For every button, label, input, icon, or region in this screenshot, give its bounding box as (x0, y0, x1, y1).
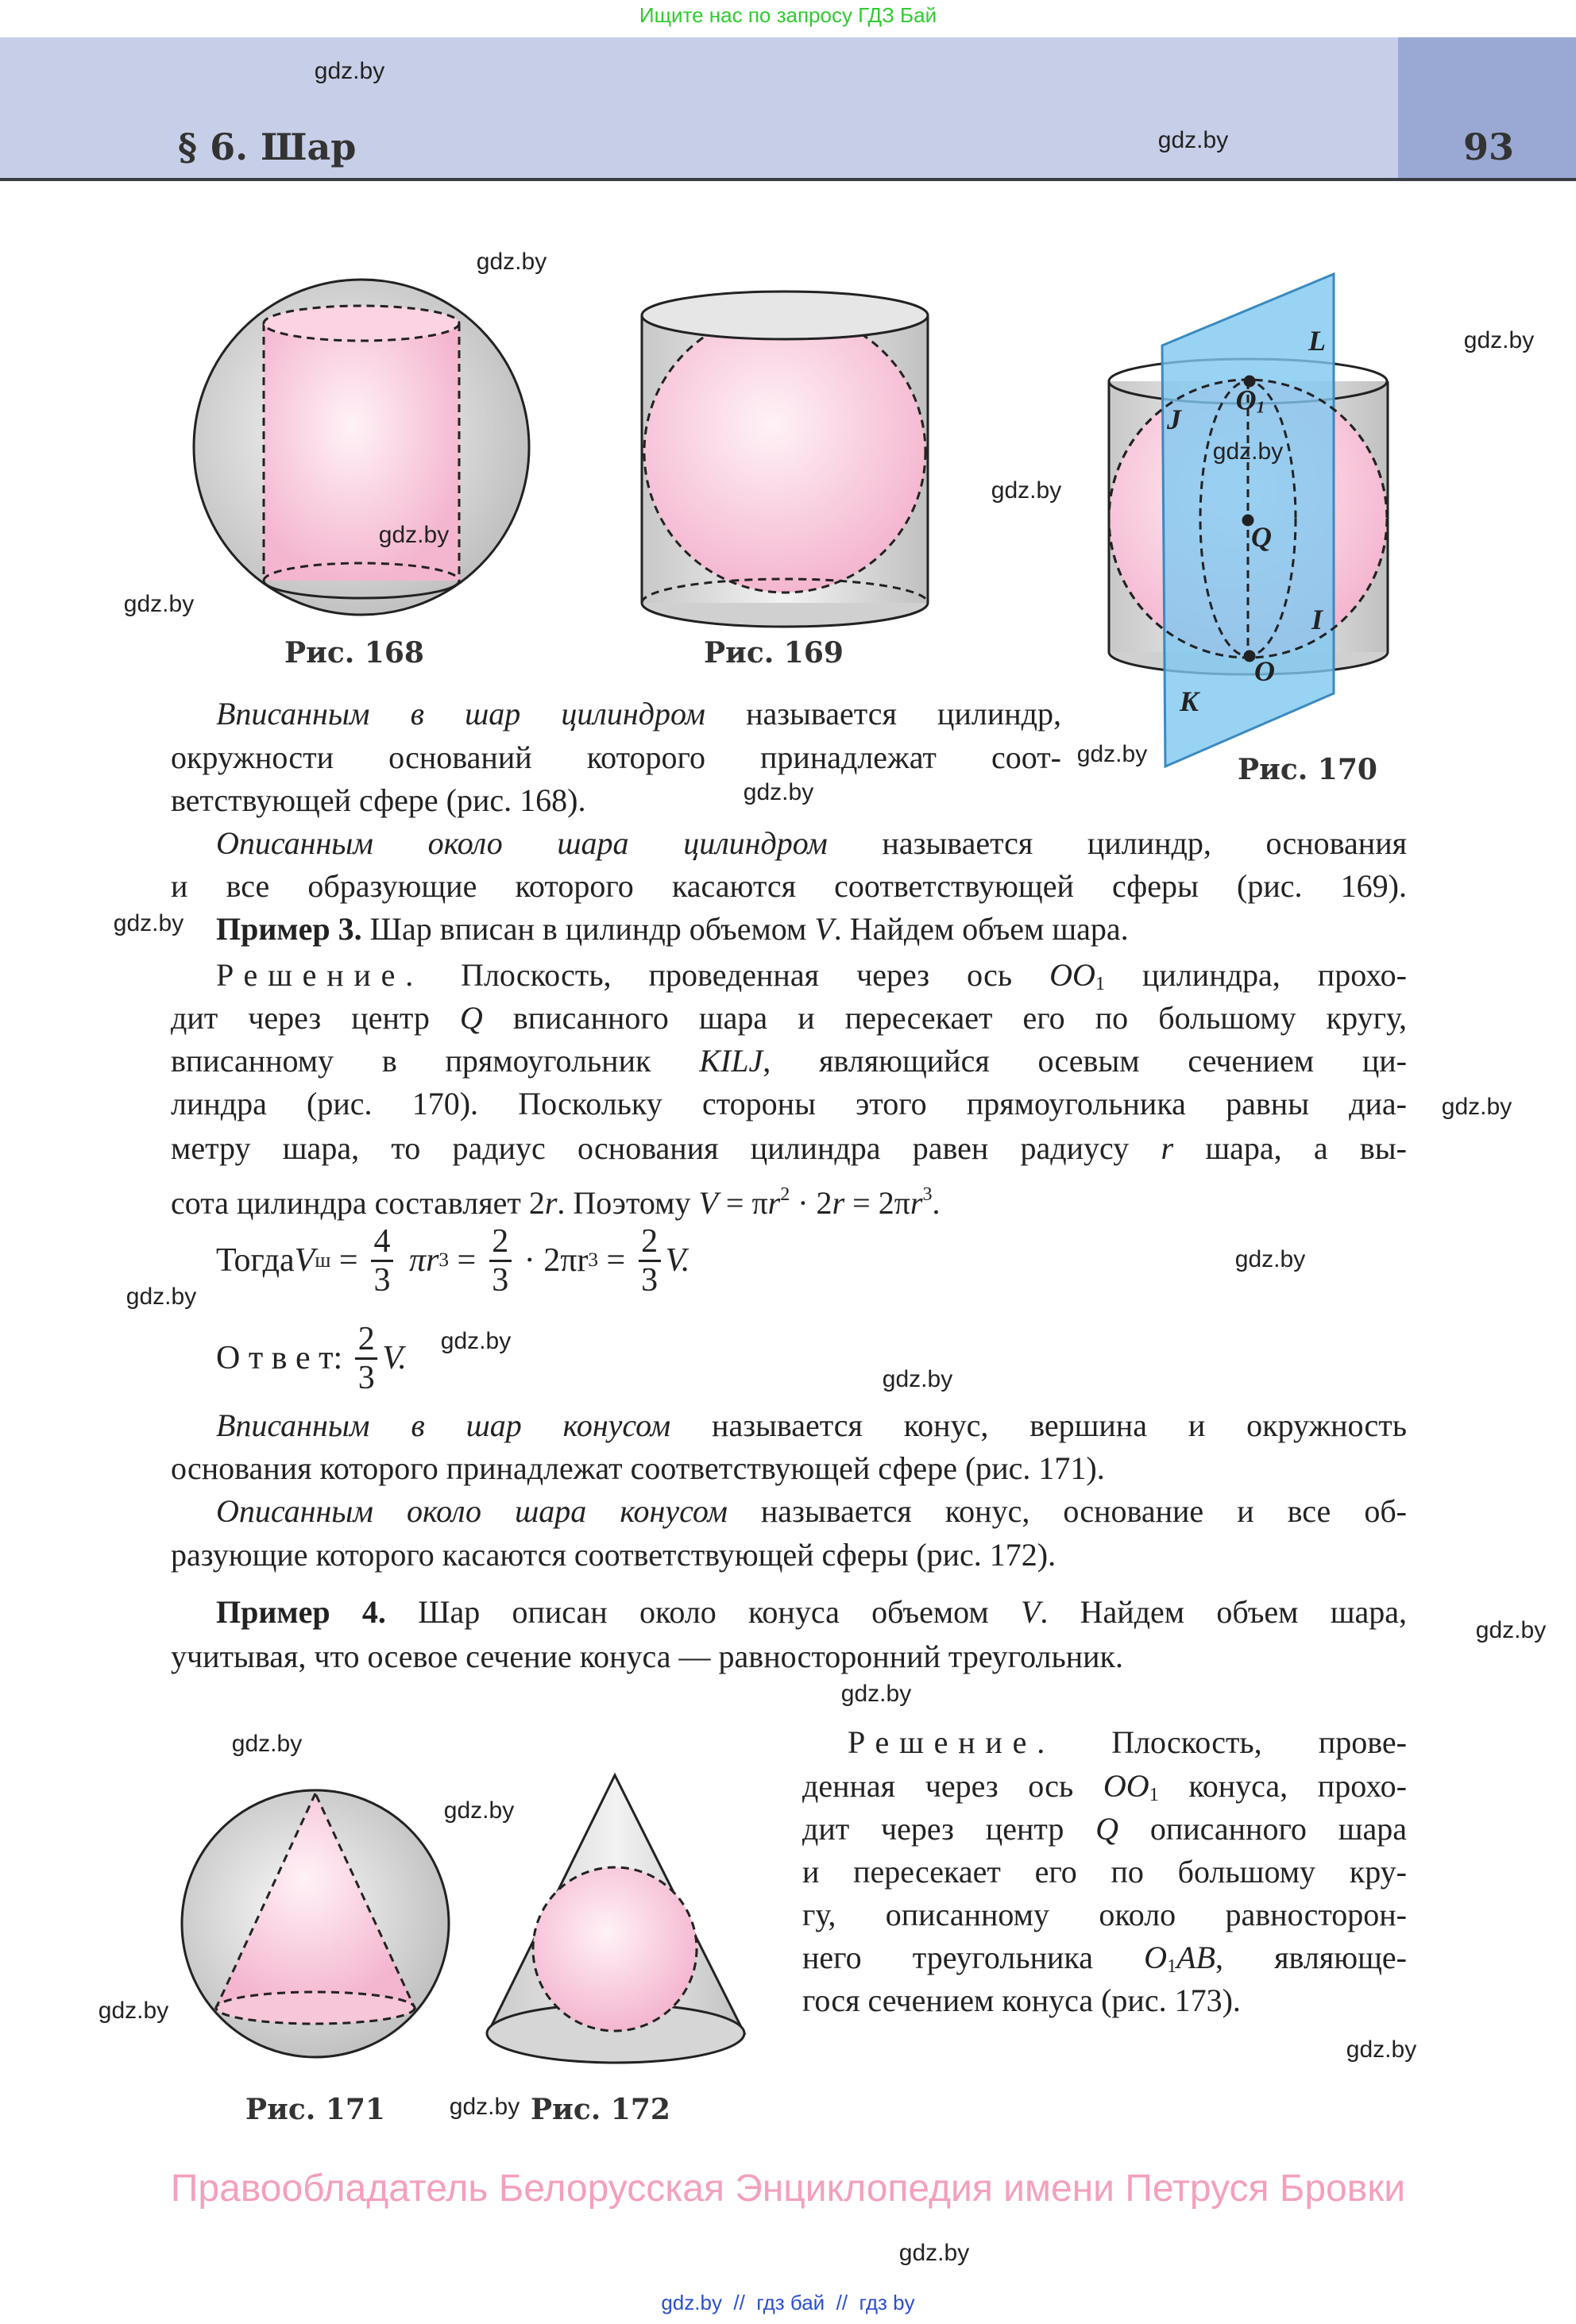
text-segment: вписанного шара и пересекает его по большому кругу, (482, 1000, 1407, 1036)
label-K: K (1179, 685, 1199, 717)
text-segment: называется конус, основание и все об- (727, 1493, 1408, 1529)
text-line (802, 1979, 1241, 2022)
text-line (848, 1721, 1407, 1764)
text-segment: . Найдем объем шара, (1040, 1594, 1408, 1630)
watermark-link[interactable]: gdz.by (378, 522, 450, 548)
text-segment: разующие которого касаются соответствующей сферы (рис. 172). (171, 1537, 1056, 1573)
text-line (802, 1808, 1407, 1851)
text-segment: называется цилиндр, (705, 696, 1061, 732)
text-segment: · 2 (790, 1184, 832, 1221)
text-segment: Решение. (848, 1724, 1055, 1760)
text-segment: 1 (1095, 973, 1105, 994)
text-segment: r (544, 1184, 558, 1221)
text-segment: . (932, 1184, 941, 1221)
text-segment: , являющийся осевым сечением ци- (763, 1043, 1408, 1079)
text-segment: линдра (рис. 170). Поскольку стороны этого прямоугольника равны диа- (171, 1086, 1407, 1121)
denominator: 3 (492, 1261, 509, 1299)
text-line (171, 997, 1407, 1040)
watermark-link[interactable]: gdz.by (898, 2240, 970, 2266)
formula-cube: 3 (588, 1249, 598, 1271)
text-segment: цилиндра, прохо- (1104, 957, 1408, 993)
text-segment: называется конус, вершина и окружность (670, 1407, 1408, 1443)
text-segment: Q (459, 1000, 483, 1036)
watermark-link[interactable]: gdz.by (123, 591, 195, 617)
watermark-link[interactable]: gdz.by (1212, 438, 1284, 465)
text-segment: Вписанным в шар конусом (216, 1407, 671, 1443)
text-segment: метру шара, то радиус основания цилиндра равен радиусу (171, 1130, 1161, 1166)
watermark-link[interactable]: gdz.by (98, 1998, 169, 2024)
text-line (171, 1534, 1056, 1577)
text-segment: r (910, 1184, 923, 1221)
numerator: 2 (641, 1222, 659, 1260)
figure-171 (182, 1790, 449, 2057)
text-segment: . Поэтому (557, 1184, 699, 1221)
text-line (216, 908, 1129, 951)
text-segment: Q (1095, 1811, 1119, 1847)
label-Q: Q (1251, 521, 1272, 553)
text-segment: окружности оснований которого принадлежат соот- (171, 739, 1061, 775)
watermark-link[interactable]: gdz.by (1463, 327, 1535, 353)
text-segment: основания которого принадлежат соответствующей сфере (рис. 171). (171, 1450, 1105, 1486)
text-line (171, 1173, 941, 1221)
formula-volume (216, 1222, 690, 1299)
watermark-link[interactable]: gdz.by (882, 1366, 953, 1392)
text-segment: AB (1176, 1940, 1215, 1975)
text-segment: OO (1049, 957, 1095, 993)
text-segment: , являюще- (1215, 1940, 1408, 1975)
formula-eq: = (449, 1242, 485, 1279)
numerator: 2 (492, 1222, 509, 1260)
text-segment: сота цилиндра составляет 2 (171, 1184, 545, 1221)
formula-pir: πr (409, 1242, 439, 1279)
text-line (171, 1040, 1407, 1083)
formula-eq: = (330, 1242, 367, 1279)
watermark-link[interactable]: gdz.by (1475, 1617, 1547, 1643)
text-segment: Шар вписан в цилиндр объемом (361, 911, 815, 947)
text-segment: = 2π (844, 1184, 910, 1221)
text-line (216, 1591, 1407, 1634)
formula-sub: ш (315, 1249, 331, 1272)
text-line (171, 1635, 1123, 1678)
text-segment: Плоскость, проведенная через ось (423, 957, 1050, 993)
text-segment: шара, а вы- (1173, 1130, 1407, 1166)
text-line (802, 1936, 1407, 1979)
watermark-link[interactable]: gdz.by (1076, 741, 1148, 767)
watermark-link[interactable]: gdz.by (1234, 1246, 1306, 1272)
text-segment: учитывая, что осевое сечение конуса — равносторонний треугольник. (171, 1639, 1123, 1674)
figure-172 (487, 1775, 744, 2063)
text-segment: r (1161, 1130, 1174, 1166)
text-line (171, 736, 1061, 779)
text-segment: вписанному в прямоугольник (171, 1043, 700, 1079)
label-O: O (1254, 655, 1275, 687)
text-segment: и все образующие которого касаются соответствующей сферы (рис. 169). (171, 868, 1407, 904)
text-segment: называется цилиндр, основания (827, 825, 1407, 861)
watermark-link[interactable]: gdz.by (991, 477, 1062, 504)
text-segment: денная через ось (802, 1768, 1103, 1804)
formula-lead: Тогда (216, 1242, 295, 1279)
text-segment: 1 (1167, 1955, 1177, 1977)
text-segment: r (767, 1184, 781, 1221)
watermark-link[interactable]: gdz.by (1346, 2036, 1417, 2063)
caption-fig169: Рис. 169 (704, 636, 844, 670)
text-segment: Шар описан около конуса объемом (385, 1594, 1021, 1630)
text-segment: KILJ (699, 1043, 763, 1079)
text-line (802, 1894, 1407, 1936)
text-segment: Вписанным в шар цилиндром (216, 696, 705, 732)
watermark-link[interactable]: gdz.by (443, 1797, 515, 1824)
label-O1-sub: 1 (1256, 397, 1265, 417)
page-number: 93 (1463, 125, 1515, 168)
text-segment: конуса, прохо- (1158, 1768, 1408, 1804)
text-segment: ветствующей сфере (рис. 168). (171, 782, 586, 818)
text-segment: гося сечением конуса (рис. 173). (802, 1982, 1241, 2018)
fraction-2-3 (489, 1223, 512, 1299)
text-line (802, 1765, 1407, 1808)
text-segment: дит через центр (802, 1811, 1096, 1847)
text-segment: r (832, 1184, 845, 1221)
formula-V-end: V. (665, 1242, 690, 1279)
search-hint: Ищите нас по запросу ГДЗ Бай (639, 3, 937, 27)
figure-169 (642, 291, 928, 627)
text-segment: Описанным около шара цилиндром (216, 825, 828, 861)
text-line (171, 865, 1407, 908)
text-segment: 1 (1149, 1784, 1159, 1805)
text-segment: OO (1103, 1768, 1149, 1804)
caption-fig171: Рис. 171 (245, 2093, 385, 2126)
watermark-link[interactable]: gdz.by (743, 779, 814, 805)
watermark-link[interactable]: gdz.by (449, 2094, 520, 2120)
copyright-notice: Правообладатель Белорусская Энциклопедия имени Петруся Бровки (170, 2168, 1406, 2210)
denominator: 3 (357, 1359, 375, 1396)
denominator: 3 (373, 1261, 391, 1299)
text-segment: него треугольника (802, 1940, 1145, 1975)
caption-fig170: Рис. 170 (1238, 753, 1377, 786)
text-segment: . Найдем объем шара. (833, 911, 1129, 947)
figure-168 (194, 280, 529, 615)
text-line (216, 954, 1407, 997)
label-I: I (1311, 604, 1323, 635)
text-line (216, 1490, 1407, 1533)
label-L: L (1308, 325, 1326, 357)
text-line (171, 779, 585, 822)
denominator: 3 (641, 1261, 659, 1299)
text-segment: Решение. (216, 957, 423, 993)
text-line (171, 1447, 1105, 1490)
section-title: § 6. Шар (178, 125, 357, 168)
text-line (216, 822, 1407, 865)
caption-fig172: Рис. 172 (531, 2093, 670, 2126)
formula-cube: 3 (438, 1249, 450, 1271)
fraction-2-3 (639, 1223, 661, 1299)
watermark-link[interactable]: gdz.by (314, 58, 385, 84)
text-segment: 3 (922, 1184, 933, 1205)
numerator: 4 (373, 1222, 391, 1260)
formula-eq: = (597, 1242, 634, 1279)
label-J: J (1167, 403, 1181, 435)
answer (216, 1320, 407, 1396)
answer-V: V. (382, 1340, 407, 1376)
text-segment: описанного шара (1118, 1811, 1408, 1847)
label-O1-letter: O (1235, 384, 1257, 416)
footer-links[interactable]: gdz.by // гдз бай // гдз by (661, 2291, 915, 2314)
text-segment: Пример 4. (216, 1594, 386, 1630)
text-segment: O (1144, 1940, 1168, 1975)
text-segment: V (814, 911, 834, 947)
text-segment: Описанным около шара конусом (216, 1493, 728, 1529)
watermark-link[interactable]: gdz.by (1157, 127, 1229, 153)
answer-fraction (355, 1321, 377, 1396)
text-segment: V (1020, 1594, 1041, 1630)
text-segment: и пересекает его по большому кру- (802, 1854, 1407, 1890)
caption-fig168: Рис. 168 (284, 636, 424, 670)
watermark-link[interactable]: gdz.by (113, 910, 184, 936)
text-line (216, 1404, 1407, 1447)
text-line (802, 1851, 1407, 1894)
formula-V: V (294, 1242, 315, 1279)
answer-label: О т в е т: (216, 1340, 343, 1376)
watermark-link[interactable]: gdz.by (231, 1731, 303, 1757)
text-line (171, 1127, 1407, 1170)
watermark-link[interactable]: gdz.by (440, 1328, 512, 1354)
watermark-link[interactable]: gdz.by (476, 249, 547, 275)
figure-170 (1109, 274, 1388, 766)
text-segment: 2 (780, 1184, 790, 1205)
text-line (216, 693, 1061, 735)
text-segment: гу, описанному около равносторон- (802, 1897, 1407, 1932)
text-line (171, 1083, 1407, 1125)
formula-2pir: · 2πr (523, 1242, 589, 1279)
numerator: 2 (357, 1320, 375, 1357)
text-segment: Плоскость, прове- (1055, 1724, 1407, 1760)
watermark-link[interactable]: gdz.by (840, 1681, 912, 1707)
watermark-link[interactable]: gdz.by (1441, 1094, 1512, 1120)
watermark-link[interactable]: gdz.by (126, 1284, 197, 1310)
text-segment: дит через центр (171, 1000, 460, 1036)
fraction-4-3 (371, 1223, 393, 1299)
label-O1 (1236, 383, 1265, 417)
text-segment: V (698, 1184, 718, 1221)
text-segment: = π (717, 1184, 768, 1221)
text-segment: Пример 3. (216, 911, 362, 947)
